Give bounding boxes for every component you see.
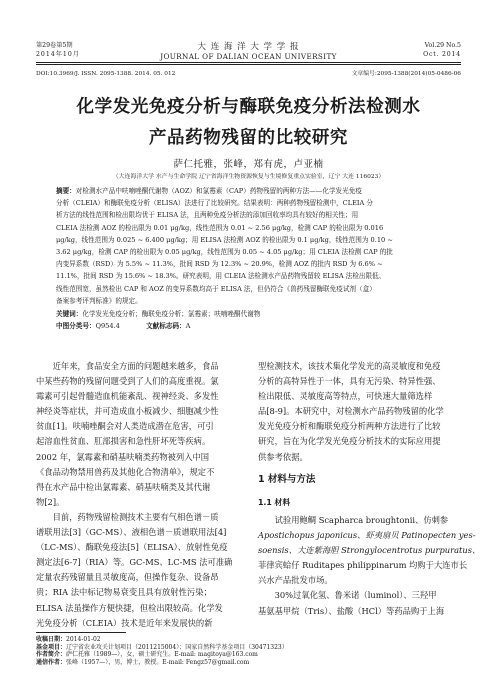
- abstract-line: 内变异系数（RSD）为 5.5% ~ 11.3%，批间 RSD 为 12.3% ~ 20.9%，检测 AOZ 的批内 RSD 为 6.6% ~: [56, 260, 383, 269]
- body-line: 目前，药物残留检测技术主要有气相色谱－质: [52, 511, 219, 522]
- abstract-line: 对检测水产品中呋喃唑酮代谢物（AOZ）和氯霉素（CAP）药物残留的两种方法——化学发光免疫: [75, 187, 362, 195]
- author-bio-text: 萨仁托雅（1989—），女，硕士研究生。E-mail: magitoya@163.com: [66, 651, 258, 659]
- left-column: [36, 359, 240, 631]
- body-line: 品[8-9]。本研究中，对检测水产品药物残留的化学: [258, 406, 444, 417]
- doc-code-label: 文献标志码：: [146, 322, 186, 331]
- article-title-line-1: 化学发光免疫分析与酶联免疫分析法检测水: [76, 97, 421, 117]
- issue-date: 2014年10月: [36, 51, 80, 58]
- volume-number-en: Vol.29 No.5: [424, 42, 461, 49]
- body-line: 菲律宾蛤仔 Ruditapes philippinarum 均购于大连市长: [258, 560, 468, 571]
- affiliation: （大连海洋大学 水产与生命学院 辽宁省海洋生物资源恢复与生境修复重点实验室，辽宁 大连 116023）: [112, 174, 385, 180]
- body-line: 光免疫分析（CLEIA）技术是近年来发展快的新: [36, 617, 213, 628]
- header-rule-thin: [36, 64, 461, 65]
- funding-text: 辽宁省农业攻关计划项目（2011215004）；国家自然科学基金项目（30471323）: [66, 643, 288, 651]
- body-line: 测定法[6-7]（RIA）等。GC-MS、LC-MS 法可准确: [36, 557, 233, 568]
- body-line: 分析的高特异性于一体，具有无污染、特异性强、: [258, 376, 441, 387]
- body-line: 兴水产品批发市场。: [258, 575, 333, 586]
- body-line: 谱联用法[3]（GC-MS）、液相色谱－质谱联用法[4]: [36, 527, 227, 538]
- body-line: （LC-MS）、酶联免疫法[5]（ELISA）、放射性免疫: [36, 542, 228, 553]
- body-line: 检出限低、灵敏度高等特点，可快速大量筛选样: [258, 391, 433, 402]
- abstract-line: 分析（CLEIA）和酶联免疫分析（ELISA）法进行了比较研究。结果表明：两种药物残留检测中，CLEIA 分: [56, 199, 373, 208]
- abstract-line: 析方法的线性范围和检出限均优于 ELISA 法，且两种免疫分析法的添加回收率均具有较好的相关性；用: [56, 211, 359, 220]
- journal-name-cn: 大 连 海 洋 大 学 学 报: [197, 42, 300, 52]
- abstract-line: 3.62 μg/kg，检测 CAP 的检出限为 0.05 μg/kg，线性范围为 0.05 ~ 4.05 μg/kg；用 CLEIA 法检测 CAP 的批: [56, 248, 393, 257]
- body-line: 2002 年，氯霉素和硝基呋喃类药物被列入中国: [36, 451, 210, 462]
- body-line: 发光免疫分析和酶联免疫分析两种方法进行了比较: [258, 421, 441, 432]
- corresponding-text: 张峰（1957—），男，博士，教授。E-mail: Fengz57@gmail.com: [66, 659, 250, 667]
- abstract-line: CLEIA 法检测 AOZ 的检出限为 0.01 μg/kg，线性范围为 0.01 ~ 2.56 μg/kg，检测 CAP 的检出限为 0.016: [56, 223, 384, 232]
- clc-label: 中图分类号：: [56, 322, 96, 331]
- body-line: 型检测技术，该技术集化学发光的高灵敏度和免疫: [258, 361, 441, 371]
- article-title-line-2: 产品药物残留的比较研究: [148, 128, 349, 148]
- body-line: 物[2]。: [36, 496, 65, 507]
- abstract-line: 11.1%，批间 RSD 为 15.6% ~ 18.3%。研究表明，用 CLEIA 法检测水产品药物残留较 ELISA 法检出限低、: [56, 272, 386, 281]
- issue-date-en: Oct. 2014: [423, 51, 461, 58]
- received-label: 收稿日期：: [36, 636, 67, 643]
- body-line: ELISA 法虽操作方便快捷，但检出限较高。化学发: [36, 602, 223, 613]
- footnotes: [36, 636, 288, 667]
- body-line: 试验用鲍鲷 Scapharca broughtonii、仿刺参: [274, 515, 449, 525]
- body-line: 贫血[1]。呋喃唑酮会对人类造成潜在危害，可引: [36, 421, 214, 432]
- body-line: 《食品动物禁用兽药及其他化合物清单》，规定不: [36, 466, 215, 477]
- body-line: 神经炎等症状，并可造成血小板减少、细胞减少性: [36, 406, 219, 417]
- right-column: [258, 359, 462, 465]
- body-line: 研究，旨在为化学发光免疫分析技术的实际应用提: [258, 436, 441, 447]
- body-line: 近年来，食品安全方面的问题越来越多，食品: [52, 361, 219, 371]
- doi: DOI:10.3969/J. ISSN. 2095-1388. 2014. 05. 012: [36, 71, 176, 77]
- right-column-materials: [258, 513, 481, 619]
- body-line: soensis、大连紫海胆 Strongylocentrotus purpuratus、: [258, 545, 481, 556]
- footnote-rule: [36, 632, 126, 633]
- clc-text: Q954.4: [95, 322, 120, 331]
- article-id: 文章编号:2095-1388(2014)05-0486-06: [351, 71, 461, 77]
- keywords-label: 关键词：: [56, 310, 83, 319]
- keywords-text: 化学发光免疫分析；酶联免疫分析；氯霉素；呋喃唑酮代谢物: [82, 310, 261, 319]
- body-line: 得在水产品中检出氯霉素、硝基呋喃类及其代谢: [36, 481, 211, 492]
- body-line: 30%过氧化氢、鲁米诺（luminol）、三羟甲: [274, 590, 437, 601]
- body-line: 供参考依据。: [258, 451, 308, 462]
- abstract-line: μg/kg，线性范围为 0.025 ~ 6.400 μg/kg；用 ELISA 法检测 AOZ 的检出限为 0.1 μg/kg，线性范围为 0.10 ~: [56, 235, 393, 244]
- body-line: 定量农药残留量且灵敏度高，但操作复杂、设备昂: [36, 572, 219, 583]
- section-heading: 1 材料与方法: [258, 474, 316, 485]
- abstract-line: 线性范围宽，虽然检出 CAP 和 AOZ 的变异系数均高于 ELISA 法，但仍符合《兽药残留酶联免疫试剂（盒）: [56, 284, 376, 293]
- journal-name-en: JOURNAL OF DALIAN OCEAN UNIVERSITY: [160, 52, 337, 61]
- body-line: 起溶血性贫血、肛部损害和急性肝坏死等疾病。: [36, 436, 211, 447]
- abstract: [56, 185, 436, 332]
- classification: [56, 320, 436, 332]
- received-date: 2014-01-02: [66, 636, 101, 643]
- body-line: 基氨基甲烷（Tris）、盐酸（HCl）等药品购于上海: [258, 605, 445, 616]
- corresponding-label: 通信作者：: [36, 659, 67, 667]
- body-line: 霉素可引起骨髓造血机能紊乱、视神经炎、多发性: [36, 391, 219, 402]
- doc-code-text: A: [185, 322, 191, 331]
- body-line: 中某些药物的残留问题受到了人们的高度重视。氯: [36, 376, 219, 387]
- subsection-heading: 1.1 材料: [258, 498, 291, 507]
- body-line: Apostichopus japonicus、虾夷扇贝 Patinopecten yes-: [258, 530, 476, 541]
- volume-issue: 第29卷第5期: [36, 42, 73, 49]
- abstract-label: 摘要：: [56, 187, 76, 195]
- author-bio-label: 作者简介：: [36, 651, 67, 659]
- abstract-line: 备案参考评判标准》的规定。: [56, 296, 142, 305]
- header-rule: [36, 62, 461, 63]
- keywords: [56, 308, 436, 320]
- authors: 萨仁托雅，张峰，郑有虎，卢亚楠: [173, 159, 324, 170]
- body-line: 贵；RIA 法中标记物易衰变且具有放射性污染；: [36, 587, 212, 598]
- funding-label: 基金项目：: [36, 643, 67, 651]
